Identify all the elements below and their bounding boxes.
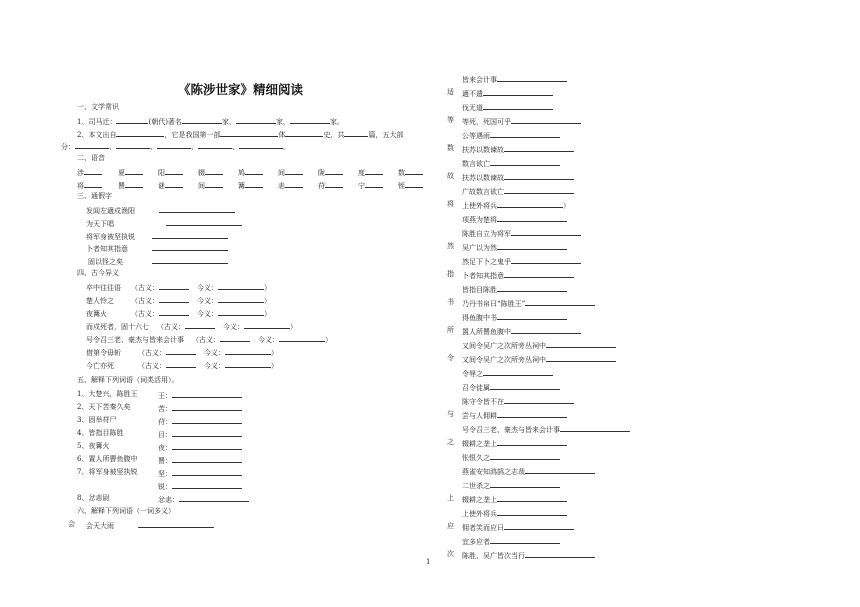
blank-line (239, 141, 283, 149)
polysemy-item: 宜多应者 (462, 536, 560, 547)
page-number: 1 (426, 558, 431, 566)
section-heading-polysemy: 六、解释下列词语（一词多义） (77, 507, 175, 515)
polysemy-item: 扶苏以数谏故 (462, 144, 574, 155)
blank-line (116, 141, 150, 149)
pronunciation-item: 涉 (77, 167, 102, 178)
polysemy-char: 将 (447, 200, 454, 208)
word-class-key: 目： (158, 429, 242, 440)
polysemy-char: 数 (447, 144, 454, 152)
word-class-item: 6、置人所罾鱼腹中 (77, 455, 138, 463)
tongjia-item: 发闾左適戍渔阳 (86, 205, 235, 216)
word-class-item: 7、将军身被坚执锐 (77, 468, 138, 476)
word-class-item: 4、皆指目陈胜 (77, 429, 124, 437)
polysemy-item: 怅恨久之 (462, 452, 560, 463)
polysemy-char: 之 (447, 438, 454, 446)
word-class-item: 2、天下苦秦久矣 (77, 403, 131, 411)
polysemy-item: 召令徒属 (462, 382, 560, 393)
question-text: 史，共 (323, 131, 345, 139)
pronunciation-item: 间 (198, 180, 223, 191)
blank-line (116, 129, 164, 137)
polysemy-item: 乃丹书帛曰“陈胜王” (462, 298, 595, 309)
polysemy-item: 陈胜、吴广皆次当行 (462, 550, 595, 561)
blank-line (344, 129, 368, 137)
polysemy-item: 置人所罾鱼腹中 (462, 326, 581, 337)
polysemy-item: 皆指目陈胜 (462, 284, 567, 295)
question-1 (77, 116, 344, 127)
polysemy-item: 皆来会计事 (462, 74, 567, 85)
polysemy-item: 燕雀安知鸿鹄之志哉 (462, 466, 595, 477)
section-heading-ancient-modern: 四、古今异义 (77, 269, 119, 277)
blank-line (236, 116, 276, 124)
question-text: 分： (61, 143, 75, 151)
polysemy-item: 得鱼腹中书 (462, 312, 567, 323)
question-text: (朝代)著名 (148, 118, 182, 126)
word-class-item: 3、固举苻尸 (77, 416, 117, 424)
question-2 (77, 129, 403, 140)
word-class-item: 1、大楚兴，陈胜王 (77, 390, 138, 398)
word-class-key: 锐： (158, 481, 242, 492)
word-class-key: 苦： (158, 403, 242, 414)
polysemy-char: 等 (447, 116, 454, 124)
word-class-key: 忿恚： (158, 494, 249, 505)
question-2-continued: 分： 、 、 、 、 。 (61, 143, 290, 151)
polysemy-char: 令 (447, 354, 454, 362)
polysemy-item: 等死，死国可乎 (462, 116, 581, 127)
question-text: ，它是我国第一部 (164, 131, 221, 139)
tongjia-item: 卜者知其指意 (86, 243, 228, 254)
polysemy-item: 卜者知其指意 (462, 270, 574, 281)
ancient-modern-item: 楚人怜之 （古义： 今义： ） (86, 297, 271, 305)
ancient-modern-item: 而戍死者，固十六七 （古义： 今义： ） (86, 323, 297, 331)
pronunciation-item: 数 (398, 167, 423, 178)
polysemy-char: 所 (447, 326, 454, 334)
polysemy-item: 吴广以为然 (462, 242, 567, 253)
polysemy-char: 应 (447, 522, 454, 530)
pronunciation-item: 度 (358, 167, 383, 178)
ancient-modern-item: 今亡亦死 （古义： 今义： ） (86, 362, 278, 370)
polysemy-item: 辍耕之垄上 (462, 494, 567, 505)
tongjia-item: 固以怪之矣 (88, 256, 228, 267)
polysemy-char: 然 (447, 242, 454, 250)
pronunciation-item: 阳 (158, 167, 183, 178)
blank-line (182, 116, 222, 124)
polysemy-char: 故 (447, 172, 454, 180)
polysemy-item: 又间令吴广之次所旁丛祠中 (462, 354, 616, 365)
polysemy-item: 项燕为楚将 (462, 214, 567, 225)
blank-line (75, 141, 109, 149)
polysemy-char: 与 (447, 410, 454, 418)
polysemy-item: 令辱之 (462, 368, 553, 379)
word-class-key: 苻： (158, 416, 242, 427)
polysemy-item: 公等遇雨 (462, 130, 560, 141)
pronunciation-item: 陇 (318, 167, 343, 178)
polysemy-item: 尝与人佣耕 (462, 410, 567, 421)
pronunciation-item: 鸠 (238, 167, 263, 178)
section-heading-pronunciation: 二、语音 (77, 154, 105, 162)
polysemy-item: 广故数言欲亡 (462, 186, 574, 197)
polysemy-item: 扶苏以数谏故 (462, 172, 574, 183)
section-heading-literature: 一、文学常识 (77, 103, 119, 111)
word-class-key: 王： (158, 390, 242, 401)
polysemy-char: 上 (447, 494, 454, 502)
polysemy-item: 陈胜自立为将军 (462, 228, 581, 239)
polysemy-item: 辍耕之垄上 (462, 438, 567, 449)
tongjia-item: 为天下唱 (86, 218, 242, 229)
word-class-key: 坚： (158, 468, 242, 479)
question-text: 家， (275, 118, 290, 126)
pronunciation-item: 将 (77, 180, 102, 191)
blank-line (198, 141, 232, 149)
polysemy-item: 適不遣 (462, 88, 553, 99)
blank-line (285, 129, 323, 137)
polysemy-char: 适 (447, 88, 454, 96)
polysemy-item: 陈守令皆不在 (462, 396, 574, 407)
polysemy-item: 数言欲亡 (462, 158, 560, 169)
polysemy-item: 佣者笑而应曰 (462, 522, 574, 533)
tongjia-item: 将军身被坚执锐 (86, 231, 228, 242)
polysemy-item: 二世杀之 (462, 480, 560, 491)
polysemy-char: 会 (68, 520, 75, 528)
section-heading-tongjia: 三、通假字 (77, 192, 112, 200)
question-text: 体 (278, 131, 286, 139)
pronunciation-item: 铚 (398, 180, 423, 191)
polysemy-item: 上使外将兵 (462, 508, 567, 519)
polysemy-item: 伐无道 (462, 102, 553, 113)
blank-line (116, 116, 148, 124)
pronunciation-item: 苻 (318, 180, 343, 191)
polysemy-char: 次 (447, 550, 454, 558)
section-heading-word-class: 五、解释下列词语（词类活用）。 (77, 376, 179, 384)
pronunciation-item: 夏 (118, 167, 143, 178)
polysemy-char: 书 (447, 298, 454, 306)
polysemy-item: 又间令吴广之次所旁丛祠中 (462, 340, 616, 351)
pronunciation-item: 谜 (158, 180, 183, 191)
ancient-modern-item: 卒中往往语 （古义： 今义： ） (86, 284, 271, 292)
polysemy-item: 上使外将兵 ） (462, 202, 570, 210)
blank-line (290, 116, 330, 124)
word-class-item: 5、夜篝火 (77, 442, 110, 450)
ancient-modern-item: 借第令毋斩 （古义： 今义： ） (86, 349, 278, 357)
question-text: 篇，五大部 (368, 131, 404, 139)
pronunciation-item: 恚 (278, 180, 303, 191)
ancient-modern-item: 夜篝火 （古义： 今义： ） (86, 310, 271, 318)
pronunciation-item: 宁 (358, 180, 383, 191)
polysemy-item: 号令召三老、豪杰与皆来会计事 (462, 424, 630, 435)
question-text: 家、 (221, 118, 236, 126)
blank-line (157, 141, 191, 149)
pronunciation-item: 罾 (118, 180, 143, 191)
word-class-key: 罾： (158, 455, 242, 466)
polysemy-char: 指 (447, 270, 454, 278)
ancient-modern-item: 号令召三老、豪杰与皆来会计事 （古义： 今义： ） (86, 336, 332, 344)
pronunciation-item: 间 (278, 167, 303, 178)
pronunciation-item: 辍 (198, 167, 223, 178)
polysemy-item: 会天大雨 (86, 520, 214, 531)
word-class-key: 夜： (158, 442, 242, 453)
blank-line (220, 129, 278, 137)
question-text: 1、司马迁： (77, 118, 117, 126)
word-class-item: 8、忿恚尉 (77, 494, 110, 502)
question-text: 家。 (329, 118, 344, 126)
polysemy-item: 然足下卜之鬼乎 (462, 256, 581, 267)
pronunciation-item: 篝 (238, 180, 263, 191)
page-title: 《陈涉世家》精细阅读 (178, 82, 304, 97)
question-text: 2、本文出自 (77, 131, 117, 139)
